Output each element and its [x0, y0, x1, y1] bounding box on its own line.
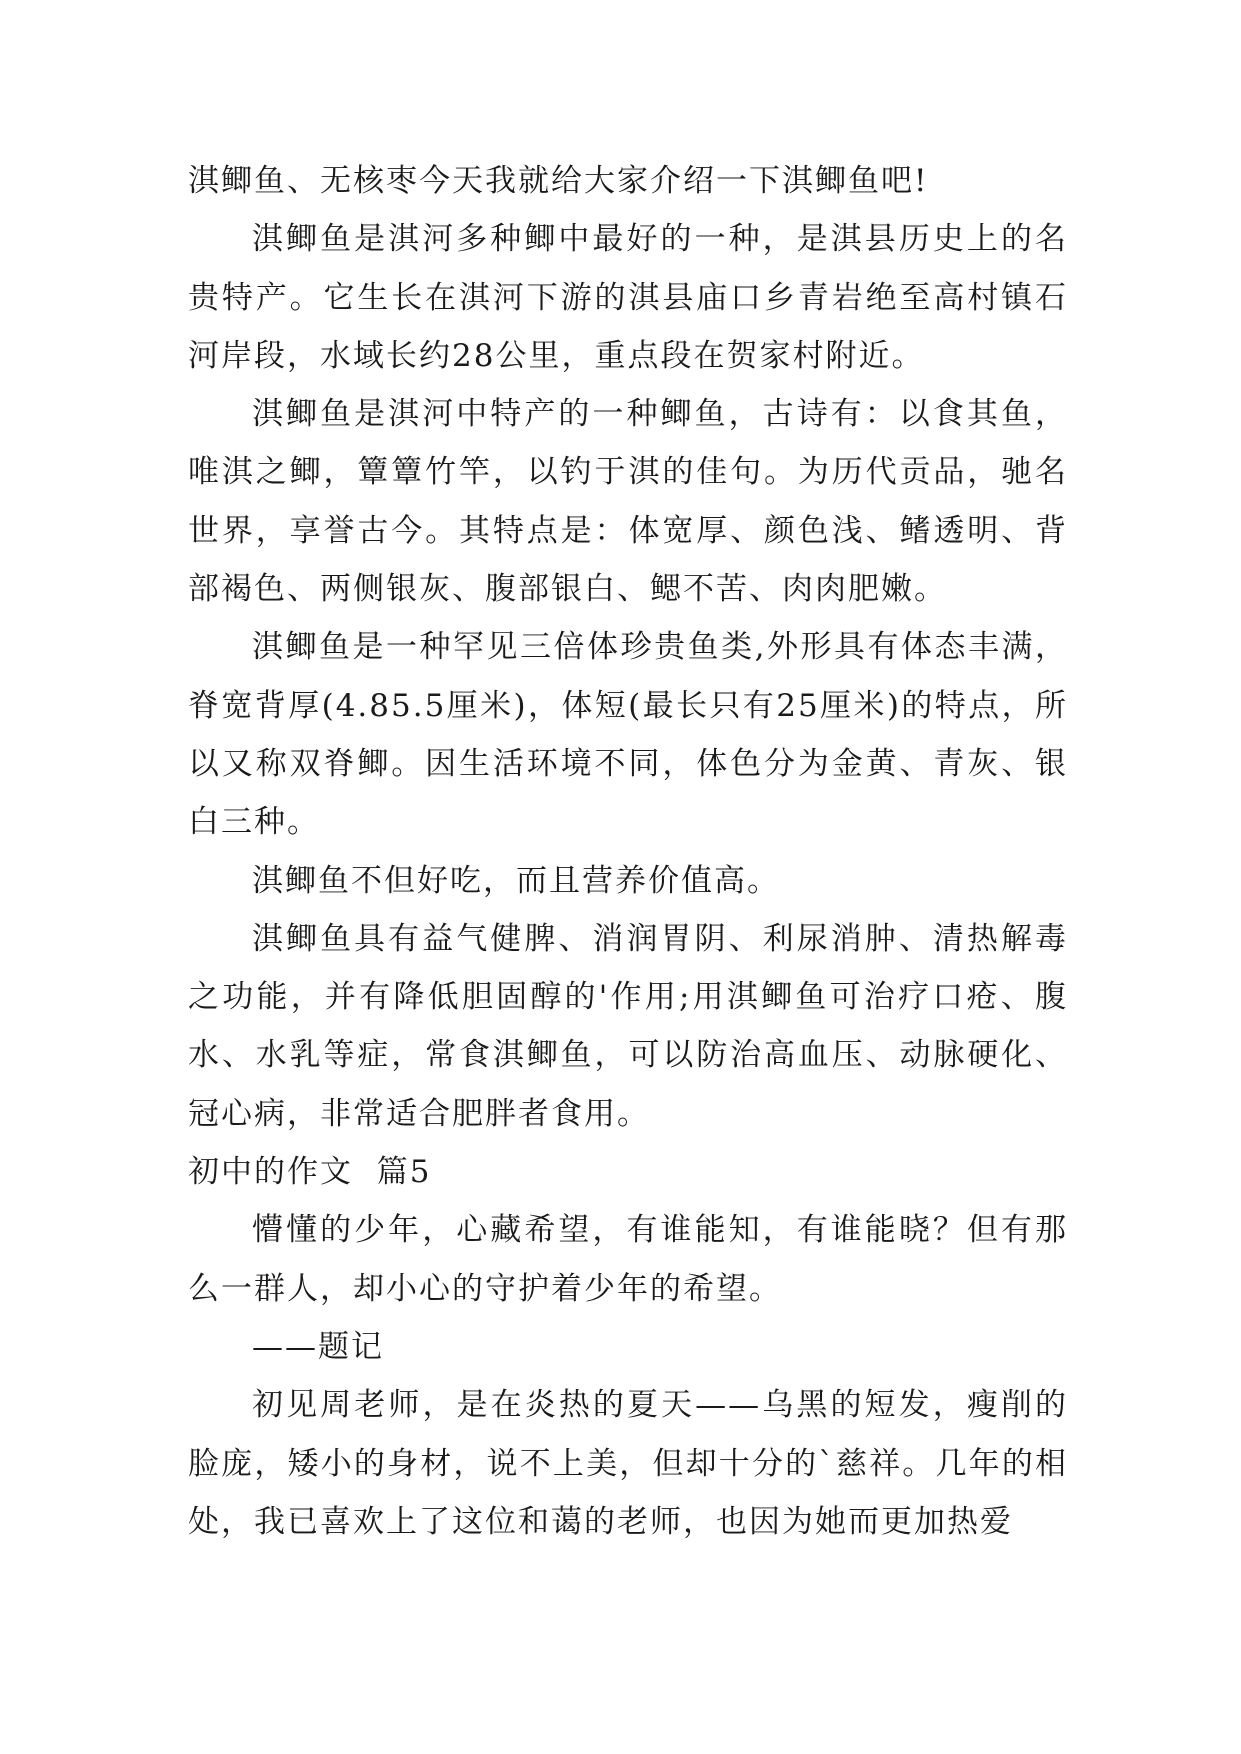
- paragraph-teacher: 初见周老师，是在炎热的夏天——乌黑的短发，瘦削的脸庞，矮小的身材，说不上美，但却十分的`慈祥。几年的相处，我已喜欢上了这位和蔼的老师，也因为她而更加热爱: [188, 1387, 1068, 1540]
- paragraph-epigraph: ——题记: [252, 1328, 384, 1365]
- paragraph-opening: 懵懂的少年，心藏希望，有谁能知，有谁能晓？但有那么一群人，却小心的守护着少年的希望。: [188, 1212, 1068, 1307]
- paragraph-health: 淇鲫鱼具有益气健脾、消润胃阴、利尿消肿、清热解毒之功能，并有降低胆固醇的'作用;用淇鲫鱼可治疗口疮、腹水、水乳等症，常食淇鲫鱼，可以防治高血压、动脉硬化、冠心病，非常适合肥胖者食用。: [188, 920, 1068, 1132]
- paragraph-features: 淇鲫鱼是淇河中特产的一种鲫鱼，古诗有：以食其鱼，唯淇之鲫，簟簟竹竿，以钓于淇的佳句。为历代贡品，驰名世界，享誉古今。其特点是：体宽厚、颜色浅、鳍透明、背部褐色、两侧银灰、腹部银白、鳃不苦、肉肉肥嫩。: [188, 396, 1068, 608]
- paragraph-origin: 淇鲫鱼是淇河多种鲫中最好的一种，是淇县历史上的名贵特产。它生长在淇河下游的淇县庙口乡青岩绝至高村镇石河岸段，水域长约28公里，重点段在贺家村附近。: [188, 221, 1068, 374]
- paragraph-appearance: 淇鲫鱼是一种罕见三倍体珍贵鱼类,外形具有体态丰满，脊宽背厚(4.85.5厘米)，体短(最长只有25厘米)的特点，所以又称双脊鲫。因生活环境不同，体色分为金黄、青灰、银白三种。: [188, 629, 1068, 841]
- paragraph-intro: 淇鲫鱼、无核枣今天我就给大家介绍一下淇鲫鱼吧!: [188, 163, 929, 199]
- document-body: [188, 152, 1068, 1551]
- section-heading: 初中的作文 篇5: [188, 1154, 432, 1191]
- paragraph-nutrition: 淇鲫鱼不但好吃，而且营养价值高。: [252, 862, 780, 899]
